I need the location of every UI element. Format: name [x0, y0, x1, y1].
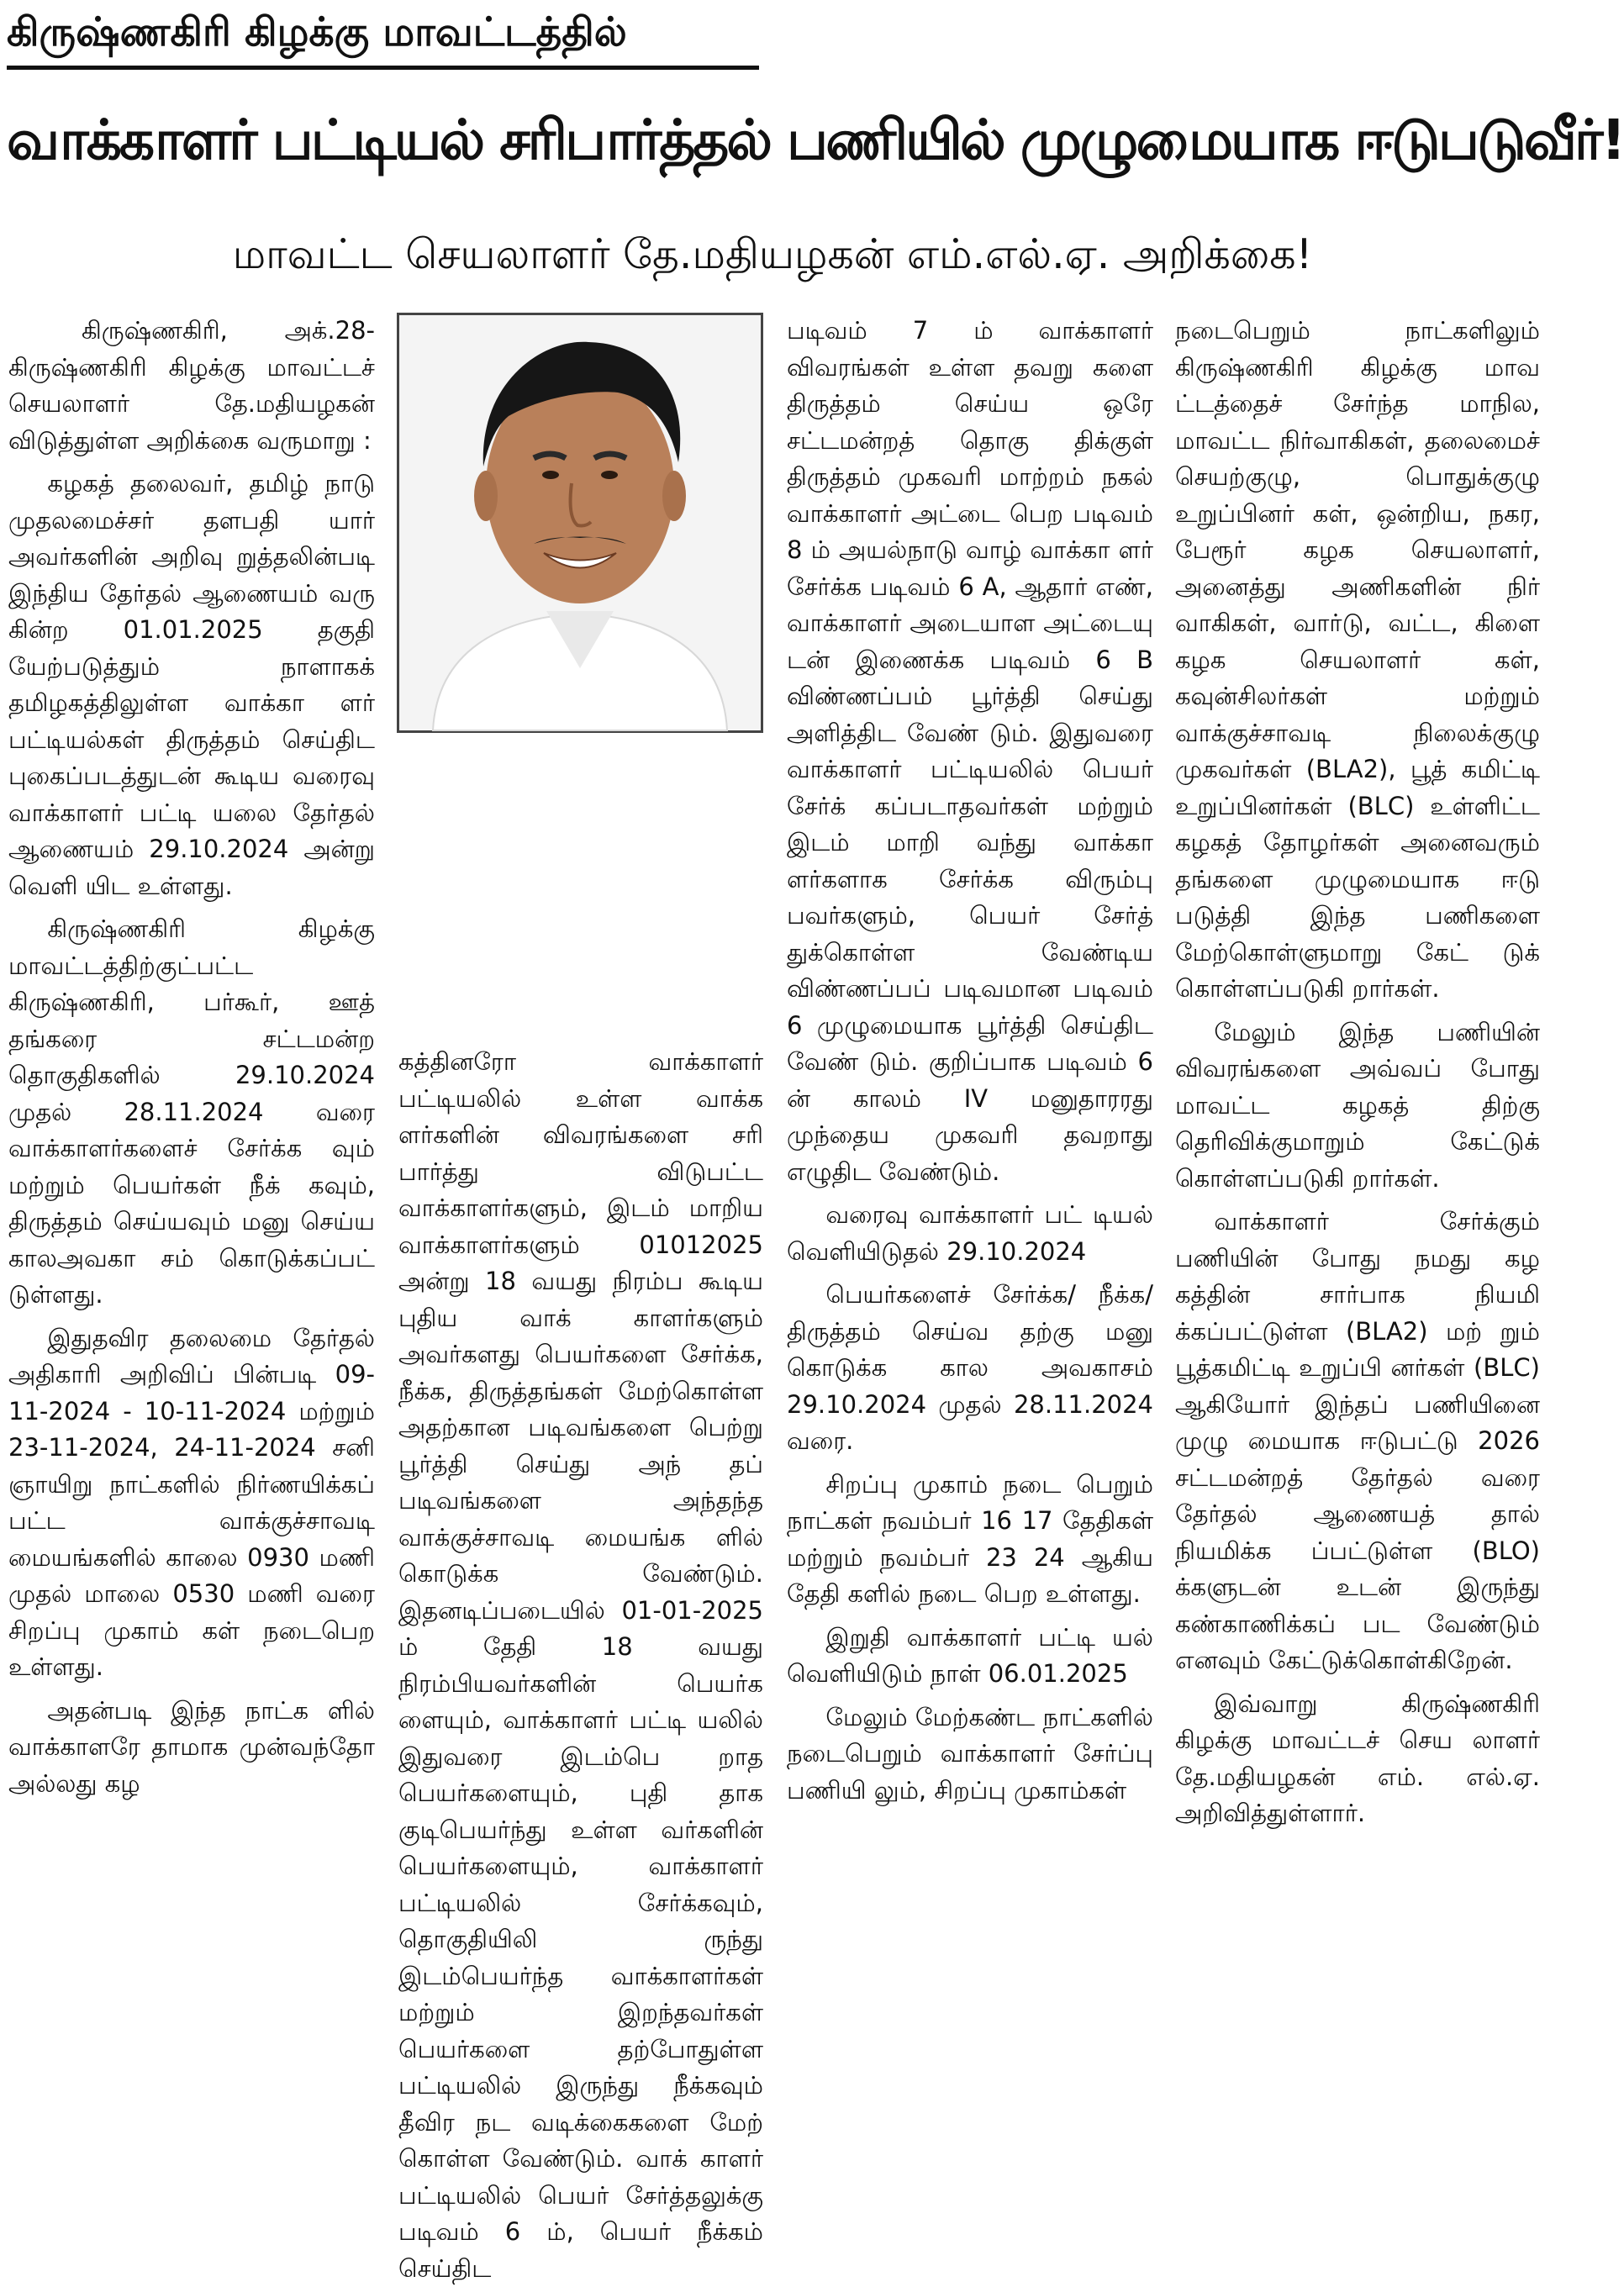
article-column-3 — [787, 313, 1153, 2158]
paragraph: வாக்காளர் சேர்க்கும் பணியின் போது நமது கழ கத்தின் சார்பாக நியமி க்கப்பட்டுள்ள (BLA2) மற் றும் பூத்கமிட்டி உறுப்பி னர்கள் (BLC) ஆகியோர் இந்தப் பணியினை முழு மையாக ஈடுபட்டு 2026 சட்டமன்றத் தேர்தல் வரை தேர்தல் ஆணையத் தால் நியமிக்க ப்பட்டுள்ள (BLO) க்களுடன் உடன் இருந்து கண்காணிக்கப் பட வேண்டும் எனவும் கேட்டுக்கொள்கிறேன். — [1175, 1207, 1540, 1674]
headline: வாக்காளர் பட்டியல் சரிபார்த்தல் பணியில் முழுமையாக ஈடுபடுவீர்! — [7, 108, 1624, 172]
paragraph: கிருஷ்ணகிரி, அக்.28- கிருஷ்ணகிரி கிழக்கு மாவட்டச் செயலாளர் தே.மதியழகன் விடுத்துள்ள அறிக்கை வருமாறு : — [8, 316, 375, 455]
paragraph: வரைவு வாக்காளர் பட் டியல் வெளியிடுதல் 29.10.2024 — [787, 1200, 1153, 1266]
paragraph: கழகத் தலைவர், தமிழ் நாடு முதலமைச்சர் தளபதி யார் அவர்களின் அறிவு றுத்தலின்படி இந்திய தேர்தல் ஆணையம் வரு கின்ற 01.01.2025 தகுதி யேற்படுத்தும் நாளாகக் தமிழகத்திலுள்ள வாக்கா ளர் பட்டியல்கள் திருத்தம் செய்திட புகைப்படத்துடன் கூடிய வரைவு வாக்காளர் பட்டி யலை தேர்தல் ஆணையம் 29.10.2024 அன்று வெளி யிட உள்ளது. — [8, 469, 375, 900]
kicker-underline — [7, 66, 759, 70]
paragraph: கத்தினரோ வாக்காளர் பட்டியலில் உள்ள வாக்க ளர்களின் விவரங்களை சரி பார்த்து விடுபட்ட வாக்காளர்களும், இடம் மாறிய வாக்காளர்களும் 01012025 அன்று 18 வயது நிரம்ப கூடிய புதிய வாக் காளர்களும் அவர்களது பெயர்களை சேர்க்க, நீக்க, திருத்தங்கள் மேற்கொள்ள அதற்கான படிவங்களை பெற்று பூர்த்தி செய்து அந் தப் படிவங்களை அந்தந்த வாக்குச்சாவடி மையங்க ளில் கொடுக்க வேண்டும். இதனடிப்படையில் 01-01-2025 ம் தேதி 18 வயது நிரம்பியவர்களின் பெயர்க ளையும், வாக்காளர் பட்டி யலில் இதுவரை இடம்பெ றாத பெயர்களையும், புதி தாக குடிபெயர்ந்து உள்ள வர்களின் பெயர்களையும், வாக்காளர் பட்டியலில் சேர்க்கவும், தொகுதியிலி ருந்து இடம்பெயர்ந்த வாக்காளர்கள் மற்றும் இறந்தவர்கள் பெயர்களை தற்போதுள்ள பட்டியலில் இருந்து நீக்கவும் தீவிர நட வடிக்கைகளை மேற் கொள்ள வேண்டும். வாக் காளர் பட்டியலில் பெயர் சேர்த்தலுக்கு படிவம் 6 ம், பெயர் நீக்கம் செய்திட — [398, 1047, 763, 2283]
article-column-1 — [8, 313, 375, 2158]
paragraph: மேலும் இந்த பணியின் விவரங்களை அவ்வப் போது மாவட்ட கழகத் திற்கு தெரிவிக்குமாறும் கேட்டுக் கொள்ளப்படுகி றார்கள். — [1175, 1017, 1540, 1193]
paragraph: இதுதவிர தலைமை தேர்தல் அதிகாரி அறிவிப் பின்படி 09-11-2024 - 10-11-2024 மற்றும் 23-11-2024, 24-11-2024 சனி ஞாயிறு நாட்களில் நிர்ணயிக்கப் பட்ட வாக்குச்சாவடி மையங்களில் காலை 0930 மணி முதல் மாலை 0530 மணி வரை சிறப்பு முகாம் கள் நடைபெற உள்ளது. — [8, 1323, 375, 1681]
article-column-2 — [398, 1044, 763, 2283]
portrait-illustration — [399, 315, 761, 730]
portrait-photo — [397, 313, 763, 733]
article-column-4 — [1175, 313, 1540, 2158]
paragraph: பெயர்களைச் சேர்க்க/ நீக்க/ திருத்தம் செய்வ தற்கு மனு கொடுக்க கால அவகாசம் 29.10.2024 முதல் 28.11.2024 வரை. — [787, 1280, 1153, 1455]
paragraph: இறுதி வாக்காளர் பட்டி யல் வெளியிடும் நாள் 06.01.2025 — [787, 1622, 1153, 1688]
paragraph: படிவம் 7 ம் வாக்காளர் விவரங்கள் உள்ள தவறு களை திருத்தம் செய்ய ஒரே சட்டமன்றத் தொகு திக்குள் திருத்தம் முகவரி மாற்றம் நகல் வாக்காளர் அட்டை பெற படிவம் 8 ம் அயல்நாடு வாழ் வாக்கா ளர் சேர்க்க படிவம் 6 A, ஆதார் எண், வாக்காளர் அடையாள அட்டையு டன் இணைக்க படிவம் 6 B விண்ணப்பம் பூர்த்தி செய்து அளித்திட வேண் டும். இதுவரை வாக்காளர் பட்டியலில் பெயர் சேர்க் கப்படாதவர்கள் மற்றும் இடம் மாறி வந்து வாக்கா ளர்களாக சேர்க்க விரும்பு பவர்களும், பெயர் சேர்த் துக்கொள்ள வேண்டிய விண்ணப்பப் படிவமான படிவம் 6 முழுமையாக பூர்த்தி செய்திட வேண் டும். குறிப்பாக படிவம் 6 ன் காலம் IV மனுதாரரது முந்தைய முகவரி தவறாது எழுதிட வேண்டும். — [787, 316, 1153, 1186]
paragraph: கிருஷ்ணகிரி கிழக்கு மாவட்டத்திற்குட்பட்ட கிருஷ்ணகிரி, பர்கூர், ஊத் தங்கரை சட்டமன்ற தொகுதிகளில் 29.10.2024 முதல் 28.11.2024 வரை வாக்காளர்களைச் சேர்க்க வும் மற்றும் பெயர்கள் நீக் கவும், திருத்தம் செய்யவும் மனு செய்ய காலஅவகா சம் கொடுக்கப்பட் டுள்ளது. — [8, 914, 375, 1309]
paragraph: மேலும் மேற்கண்ட நாட்களில் நடைபெறும் வாக்காளர் சேர்ப்பு பணியி லும், சிறப்பு முகாம்கள் — [787, 1702, 1153, 1805]
paragraph: சிறப்பு முகாம் நடை பெறும் நாட்கள் நவம்பர் 16 17 தேதிகள் மற்றும் நவம்பர் 23 24 ஆகிய தேதி களில் நடை பெற உள்ளது. — [787, 1469, 1153, 1608]
paragraph: இவ்வாறு கிருஷ்ணகிரி கிழக்கு மாவட்டச் செய லாளர் தே.மதியழகன் எம். எல்.ஏ. அறிவித்துள்ளார். — [1175, 1689, 1540, 1827]
subheadline: மாவட்ட செயலாளர் தே.மதியழகன் எம்.எல்.ஏ. அறிக்கை! — [232, 230, 1313, 278]
kicker-heading: கிருஷ்ணகிரி கிழக்கு மாவட்டத்தில் — [7, 9, 627, 55]
paragraph: அதன்படி இந்த நாட்க ளில் வாக்காளரே தாமாக முன்வந்தோ அல்லது கழ — [8, 1695, 375, 1798]
paragraph: நடைபெறும் நாட்களிலும் கிருஷ்ணகிரி கிழக்கு மாவ ட்டத்தைச் சேர்ந்த மாநில, மாவட்ட நிர்வாகிகள், தலைமைச் செயற்குழு, பொதுக்குழு உறுப்பினர் கள், ஒன்றிய, நகர, பேரூர் கழக செயலாளர், அனைத்து அணிகளின் நிர் வாகிகள், வார்டு, வட்ட, கிளை கழக செயலாளர் கள், கவுன்சிலர்கள் மற்றும் வாக்குச்சாவடி நிலைக்குழு முகவர்கள் (BLA2), பூத் கமிட்டி உறுப்பினர்கள் (BLC) உள்ளிட்ட கழகத் தோழர்கள் அனைவரும் தங்களை முழுமையாக ஈடு படுத்தி இந்த பணிகளை மேற்கொள்ளுமாறு கேட் டுக் கொள்ளப்படுகி றார்கள். — [1175, 316, 1540, 1003]
